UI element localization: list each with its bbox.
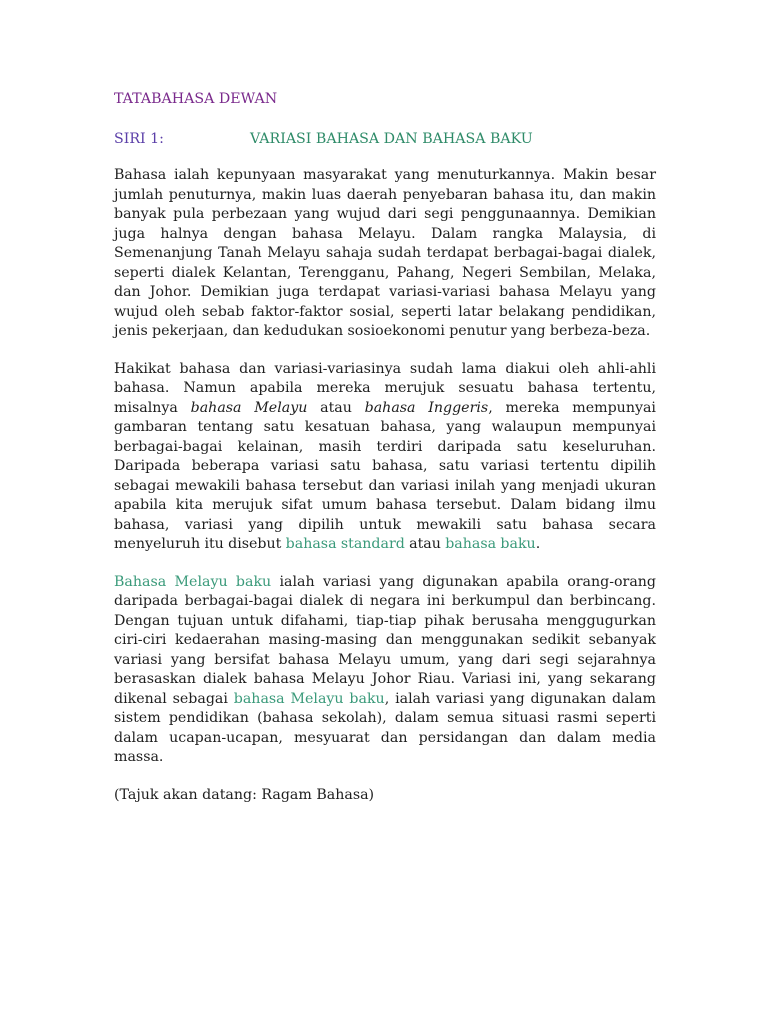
italic-term-bahasa-inggeris: bahasa Inggeris: [364, 399, 489, 416]
paragraph-2: [114, 360, 656, 555]
paragraph-3-text-1: ialah variasi yang digunakan apabila orang-orang daripada berbagai-bagai dialek di negara ini berkumpul dan berbincang. Dengan tujuan untuk difahami, tiap-tiap pihak berusaha menggugurkan ciri-ciri kedaerahan masing-masing dan menggunakan sedikit sebanyak variasi yang bersifat bahasa Melayu umum, yang dari segi sejarahnya berasaskan dialek bahasa Melayu Johor Riau. Variasi ini, yang sekarang dikenal sebagai: [114, 573, 657, 707]
paragraph-2-text-1: Hakikat bahasa dan variasi-variasinya sudah lama diakui oleh ahli-ahli bahasa. Namun apabila mereka merujuk sesuatu bahasa tertentu, misalnya: [114, 360, 656, 416]
document-title: TATABAHASA DEWAN: [114, 91, 278, 107]
upcoming-topic-note: (Tajuk akan datang: Ragam Bahasa): [114, 786, 375, 803]
highlight-bahasa-melayu-baku-2: bahasa Melayu baku: [233, 690, 385, 707]
document-page: [114, 90, 656, 805]
series-topic: VARIASI BAHASA DAN BAHASA BAKU: [250, 130, 533, 147]
paragraph-1: Bahasa ialah kepunyaan masyarakat yang menuturkannya. Makin besar jumlah penuturnya, makin luas daerah penyebaran bahasa itu, dan makin banyak pula perbezaan yang wujud dari segi penggunaannya. Demikian juga halnya dengan bahasa Melayu. Dalam rangka Malaysia, di Semenanjung Tanah Melayu sahaja sudah terdapat berbagai-bagai dialek, seperti dialek Kelantan, Terengganu, Pahang, Negeri Sembilan, Melaka, dan Johor. Demikian juga terdapat variasi-variasi bahasa Melayu yang wujud oleh sebab faktor-faktor sosial, seperti latar belakang pendidikan, jenis pekerjaan, dan kedudukan sosioekonomi penutur yang berbeza-beza.: [114, 167, 656, 339]
paragraph-3: [114, 573, 656, 768]
series-heading: [114, 130, 656, 150]
highlight-bahasa-standard: bahasa standard: [285, 536, 405, 552]
paragraph-3-text-2: , ialah variasi yang digunakan dalam sistem pendidikan (bahasa sekolah), dalam semua situasi rasmi seperti dalam ucapan-ucapan, mesyuarat dan persidangan dan dalam media massa.: [114, 690, 656, 765]
italic-term-bahasa-melayu: bahasa Melayu: [190, 399, 308, 416]
paragraph-2-text-4: atau: [404, 536, 446, 552]
highlight-bahasa-baku: bahasa baku: [445, 536, 536, 552]
series-label: SIRI 1:: [114, 130, 164, 147]
highlight-bahasa-melayu-baku-1: Bahasa Melayu baku: [114, 573, 272, 590]
paragraph-2-text-2: atau: [307, 399, 365, 416]
paragraph-2-text-3: , mereka mempunyai gambaran tentang satu kesatuan bahasa, yang walaupun mempunyai berbagai-bagai kelainan, masih terdiri daripada satu keseluruhan. Daripada beberapa variasi satu bahasa, satu variasi tertentu dipilih sebagai mewakili bahasa tersebut dan variasi inilah yang menjadi ukuran apabila kita merujuk sifat umum bahasa tersebut. Dalam bidang ilmu bahasa, variasi yang dipilih untuk mewakili satu bahasa secara menyeluruh itu disebut: [114, 399, 656, 552]
paragraph-2-text-5: .: [535, 536, 541, 552]
